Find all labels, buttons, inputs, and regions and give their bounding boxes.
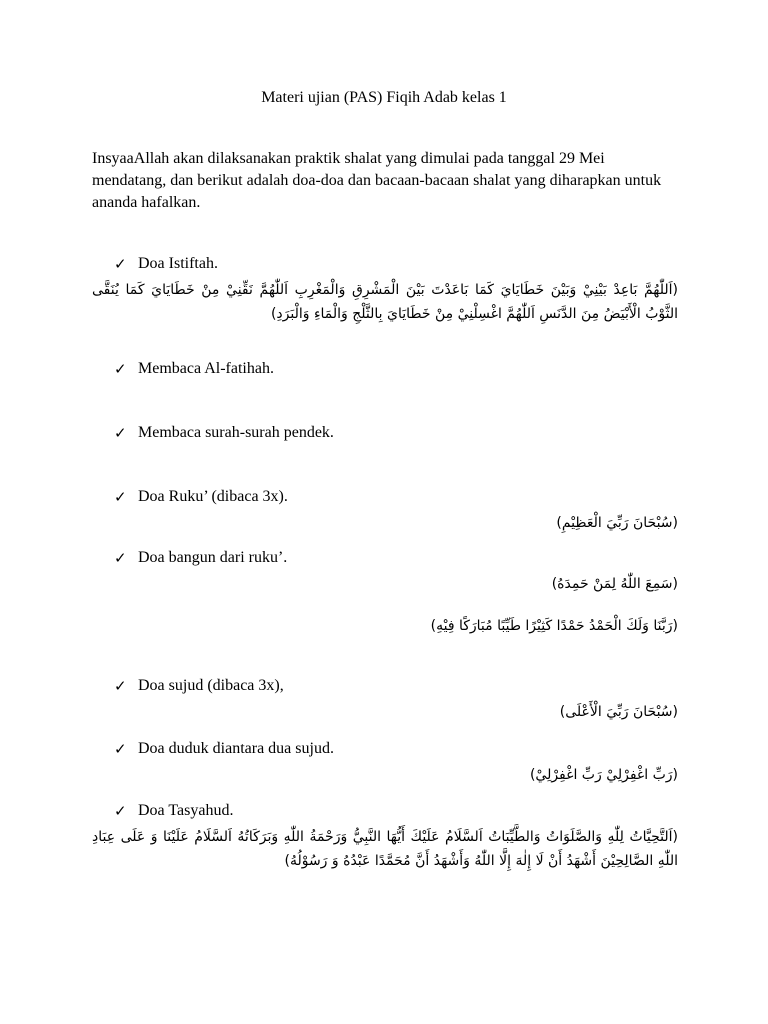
arabic-text: (رَبَّنَا وَلَكَ الْحَمْدُ حَمْدًا كَثِيْرًا طَيِّبًا مُبَارَكًا فِيْهِ) (430, 618, 678, 634)
item-label: Doa Tasyahud. (138, 802, 234, 819)
checkmark-icon: ✓ (114, 740, 127, 758)
arabic-text: (سُبْحَانَ رَبِّيَ الْعَظِيْمِ) (556, 515, 678, 531)
intro-paragraph: InsyaaAllah akan dilaksanakan praktik shalat yang dimulai pada tanggal 29 Mei mendatang, dan berikut adalah doa-doa dan bacaan-bacaan shalat yang diharapkan untuk ananda hafalkan. (92, 150, 662, 211)
item-label: Doa bangun dari ruku’. (138, 549, 288, 566)
list-item-doa-tasyahud (92, 801, 678, 873)
arabic-text: (سُبْحَانَ رَبِّيَ الْأَعْلَى) (559, 704, 678, 720)
arabic-text: (سَمِعَ اللّٰهُ لِمَنْ حَمِدَهُ) (551, 576, 678, 592)
list-item-doa-istiftah (92, 254, 678, 326)
checkmark-icon: ✓ (114, 360, 127, 378)
checkmark-icon: ✓ (114, 677, 127, 695)
list-item-surah-pendek (92, 423, 678, 443)
document-title: Materi ujian (PAS) Fiqih Adab kelas 1 (261, 89, 507, 106)
checkmark-icon: ✓ (114, 424, 127, 442)
checkmark-icon: ✓ (114, 802, 127, 820)
list-item-doa-ruku (92, 487, 678, 535)
item-label: Membaca surah-surah pendek. (138, 424, 334, 441)
item-label: Membaca Al-fatihah. (138, 360, 274, 377)
arabic-text: (اَللّٰهُمَّ بَاعِدْ بَيْنِيْ وَبَيْنَ خَطَايَايَ كَمَا بَاعَدْتَ بَيْنَ الْمَشْرِقِ وَالْمَغْرِبِ اَللّٰهُمَّ نَقِّنِيْ مِنْ خَطَايَايَ كَمَا يُنَقَّى الثَّوْبُ الْأَبْيَضُ مِنَ الدَّنَسِ اَللّٰهُمَّ اغْسِلْنِيْ مِنْ خَطَايَايَ بِالثَّلْجِ وَالْمَاءِ وَالْبَرَدِ) (92, 282, 678, 322)
list-item-al-fatihah (92, 359, 678, 379)
arabic-text: (رَبِّ اغْفِرْلِيْ رَبِّ اغْفِرْلِيْ) (529, 767, 678, 783)
list-item-duduk-dua-sujud (92, 739, 678, 787)
item-label: Doa sujud (dibaca 3x), (138, 677, 284, 694)
checkmark-icon: ✓ (114, 255, 127, 273)
arabic-text: (اَلتَّحِيَّاتُ لِلّٰهِ وَالصَّلَوَاتُ وَالطَّيِّبَاتُ اَلسَّلَامُ عَلَيْكَ أَيُّهَا النَّبِيُّ وَرَحْمَةُ اللّٰهِ وَبَرَكَاتُهُ اَلسَّلَامُ عَلَيْنَا وَ عَلَى عِبَادِ اللّٰهِ الصَّالِحِيْنَ أَشْهَدُ أَنْ لَا إِلٰهَ إِلَّا اللّٰهُ وَأَشْهَدُ أَنَّ مُحَمَّدًا عَبْدُهُ وَ رَسُوْلُهُ) (92, 829, 678, 869)
item-label: Doa Ruku’ (dibaca 3x). (138, 488, 288, 505)
list-item-bangun-ruku (92, 548, 678, 638)
checkmark-icon: ✓ (114, 549, 127, 567)
item-label: Doa Istiftah. (138, 255, 218, 272)
list-item-doa-sujud (92, 676, 678, 724)
checkmark-icon: ✓ (114, 488, 127, 506)
item-label: Doa duduk diantara dua sujud. (138, 740, 334, 757)
